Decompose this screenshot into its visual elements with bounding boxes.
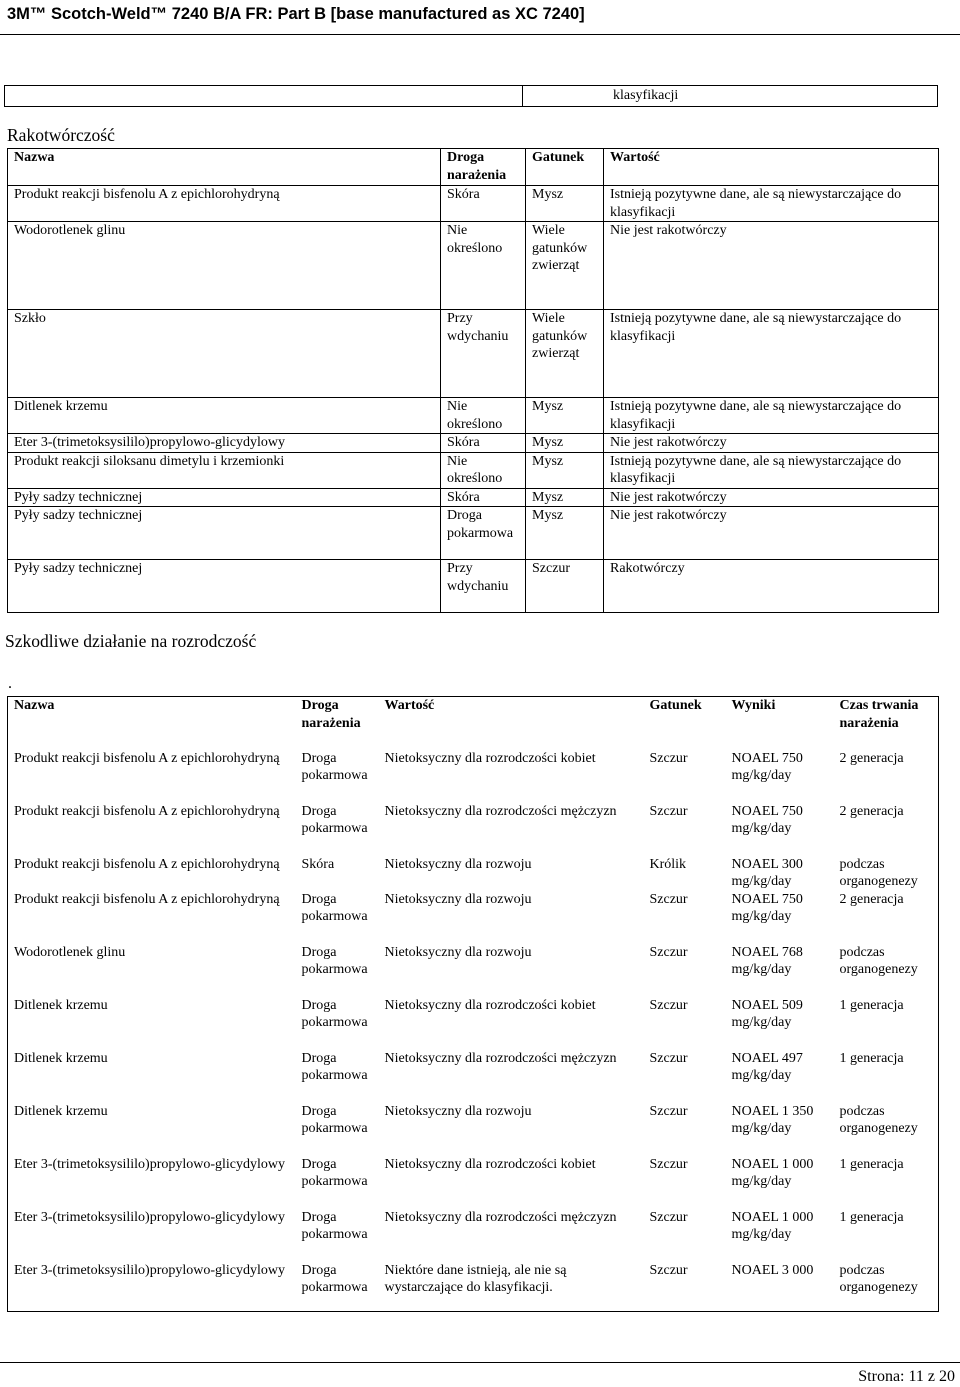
table-cell: Skóra	[441, 488, 526, 507]
table-cell: Nie jest rakotwórczy	[604, 488, 939, 507]
table-cell: Eter 3-(trimetoksysililo)propylowo-glicydylowy	[14, 1262, 286, 1278]
table-cell: Nietoksyczny dla rozrodczości mężczyzn	[384, 1050, 617, 1066]
table-row	[8, 997, 939, 1050]
table-cell: Produkt reakcji bisfenolu A z epichlorohydryną	[14, 750, 280, 766]
table-cell: Eter 3-(trimetoksysililo)propylowo-glicydylowy	[14, 1156, 286, 1172]
table-cell: Nietoksyczny dla rozwoju	[384, 856, 532, 872]
table-row	[8, 944, 939, 997]
table-cell: NOAEL 1 000 mg/kg/day	[731, 1156, 814, 1189]
table-row	[8, 398, 939, 434]
table-row	[8, 488, 939, 507]
table-cell: Przy wdychaniu	[441, 560, 526, 613]
table-row	[8, 1209, 939, 1262]
table-cell: Produkt reakcji siloksanu dimetylu i krzemionki	[8, 452, 441, 488]
table-cell: Droga pokarmowa	[301, 997, 368, 1030]
table-cell: podczas organogenezy	[839, 944, 918, 977]
table-cell: Przy wdychaniu	[441, 310, 526, 398]
table-cell: Eter 3-(trimetoksysililo)propylowo-glicydylowy	[8, 434, 441, 453]
previous-table-fragment	[4, 85, 938, 107]
table-cell: Istnieją pozytywne dane, ale są niewystarczające do klasyfikacji	[604, 186, 939, 222]
table-cell: Szkło	[8, 310, 441, 398]
table-cell: podczas organogenezy	[839, 1262, 918, 1295]
table-cell: Produkt reakcji bisfenolu A z epichlorohydryną	[8, 186, 441, 222]
table-cell: NOAEL 750 mg/kg/day	[731, 891, 803, 924]
table-cell: Pyły sadzy technicznej	[8, 560, 441, 613]
table-cell: Niektóre dane istnieją, ale nie są wystarczające do klasyfikacji.	[384, 1262, 567, 1295]
table-cell: Droga pokarmowa	[301, 891, 368, 924]
table-cell: Droga pokarmowa	[301, 1262, 368, 1295]
table-cell: Szczur	[649, 891, 688, 907]
table-row	[8, 1262, 939, 1312]
carcinogenicity-table	[7, 148, 939, 613]
column-header: Wartość	[604, 149, 939, 186]
table-cell: Szczur	[649, 997, 688, 1013]
table-row	[8, 560, 939, 613]
table-row	[8, 186, 939, 222]
table-row	[8, 434, 939, 453]
table-cell: Nie określono	[441, 222, 526, 310]
table-cell: Rakotwórczy	[604, 560, 939, 613]
table-cell: Mysz	[526, 398, 604, 434]
table-cell: podczas organogenezy	[839, 1103, 918, 1136]
reproductive-heading: Szkodliwe działanie na rozrodczość	[5, 631, 257, 651]
table-row	[8, 452, 939, 488]
table-cell: NOAEL 3 000	[731, 1262, 814, 1278]
table-row	[8, 891, 939, 944]
table-cell: Droga pokarmowa	[301, 944, 368, 977]
table-cell: Istnieją pozytywne dane, ale są niewystarczające do klasyfikacji	[604, 398, 939, 434]
table-cell: 1 generacja	[839, 1050, 904, 1066]
table-cell: 1 generacja	[839, 1156, 904, 1172]
table-cell: Mysz	[526, 488, 604, 507]
table-cell: Ditlenek krzemu	[8, 398, 441, 434]
reproductive-table	[7, 696, 939, 1312]
table-cell: NOAEL 1 000 mg/kg/day	[731, 1209, 814, 1242]
table-cell: Droga pokarmowa	[301, 1103, 368, 1136]
table-cell: Szczur	[649, 1156, 688, 1172]
table-row	[8, 1050, 939, 1103]
table-cell: Szczur	[526, 560, 604, 613]
table-cell: Mysz	[526, 452, 604, 488]
table-cell: 2 generacja	[839, 891, 904, 907]
table-cell: Istnieją pozytywne dane, ale są niewystarczające do klasyfikacji	[604, 310, 939, 398]
stray-dot: .	[8, 675, 12, 692]
column-header: Czas trwania narażenia	[839, 698, 919, 731]
table-cell: NOAEL 509 mg/kg/day	[731, 997, 803, 1030]
table-cell: Wiele gatunków zwierząt	[526, 222, 604, 310]
table-cell: Nie jest rakotwórczy	[604, 222, 939, 310]
column-header: Droga narażenia	[441, 149, 526, 186]
table-cell: Nietoksyczny dla rozrodczości kobiet	[384, 1156, 596, 1172]
table-cell: Nietoksyczny dla rozrodczości mężczyzn	[384, 803, 617, 819]
table-cell: Droga pokarmowa	[301, 750, 368, 783]
table-cell: Mysz	[526, 434, 604, 453]
table-cell: NOAEL 1 350 mg/kg/day	[731, 1103, 814, 1136]
table-cell: Nietoksyczny dla rozwoju	[384, 891, 532, 907]
table-cell: Nie jest rakotwórczy	[604, 507, 939, 560]
header-divider	[0, 34, 960, 35]
table-cell: Nietoksyczny dla rozwoju	[384, 944, 532, 960]
table-cell: Produkt reakcji bisfenolu A z epichlorohydryną	[14, 891, 280, 907]
table-cell: Droga pokarmowa	[441, 507, 526, 560]
table-cell: Produkt reakcji bisfenolu A z epichlorohydryną	[14, 856, 280, 872]
table-cell: NOAEL 300 mg/kg/day	[731, 856, 803, 889]
table-cell: NOAEL 750 mg/kg/day	[731, 803, 803, 836]
table-cell: 2 generacja	[839, 803, 904, 819]
table-cell: Ditlenek krzemu	[14, 1103, 108, 1119]
table-cell: Produkt reakcji bisfenolu A z epichlorohydryną	[14, 803, 280, 819]
table-cell: 2 generacja	[839, 750, 904, 766]
table-row	[8, 856, 939, 891]
table-cell: Nietoksyczny dla rozwoju	[384, 1103, 532, 1119]
table-row	[8, 1103, 939, 1156]
table-cell: Szczur	[649, 1103, 688, 1119]
column-header: Wartość	[384, 698, 435, 713]
table-cell: Szczur	[649, 944, 688, 960]
table-row	[8, 507, 939, 560]
table-cell: Nietoksyczny dla rozrodczości mężczyzn	[384, 1209, 617, 1225]
fragment-cell: klasyfikacji	[523, 86, 938, 107]
table-cell: 1 generacja	[839, 997, 904, 1013]
table-cell: NOAEL 497 mg/kg/day	[731, 1050, 803, 1083]
page-number: Strona: 11 z 20	[858, 1368, 955, 1385]
table-cell: Droga pokarmowa	[301, 803, 368, 836]
table-cell: Szczur	[649, 1050, 688, 1066]
table-row	[8, 803, 939, 856]
table-cell: NOAEL 768 mg/kg/day	[731, 944, 803, 977]
table-cell: Skóra	[441, 186, 526, 222]
table-cell: Wodorotlenek glinu	[14, 944, 126, 960]
table-cell: Wiele gatunków zwierząt	[526, 310, 604, 398]
table-cell: Szczur	[649, 803, 688, 819]
table-cell: Królik	[649, 856, 687, 872]
table-header-row	[8, 149, 939, 186]
table-cell: Szczur	[649, 1262, 688, 1278]
table-cell: Ditlenek krzemu	[14, 997, 108, 1013]
table-cell: podczas organogenezy	[839, 856, 918, 889]
table-row	[8, 310, 939, 398]
table-cell: Skóra	[441, 434, 526, 453]
table-cell: Ditlenek krzemu	[14, 1050, 108, 1066]
table-cell: Droga pokarmowa	[301, 1050, 368, 1083]
table-row	[8, 222, 939, 310]
table-cell: Nie jest rakotwórczy	[604, 434, 939, 453]
column-header: Nazwa	[8, 149, 441, 186]
column-header: Wyniki	[731, 698, 776, 713]
table-cell: Nie określono	[441, 452, 526, 488]
table-cell: Istnieją pozytywne dane, ale są niewystarczające do klasyfikacji	[604, 452, 939, 488]
table-cell: Nietoksyczny dla rozrodczości kobiet	[384, 997, 596, 1013]
column-header: Nazwa	[14, 698, 55, 713]
carcinogenicity-heading: Rakotwórczość	[7, 125, 115, 145]
table-cell: Pyły sadzy technicznej	[8, 488, 441, 507]
table-cell: Wodorotlenek glinu	[8, 222, 441, 310]
table-cell: Eter 3-(trimetoksysililo)propylowo-glicydylowy	[14, 1209, 286, 1225]
table-cell: Droga pokarmowa	[301, 1156, 368, 1189]
document-title: 3M™ Scotch-Weld™ 7240 B/A FR: Part B [base manufactured as XC 7240]	[7, 5, 585, 23]
table-cell: Droga pokarmowa	[301, 1209, 368, 1242]
table-cell: Szczur	[649, 1209, 688, 1225]
footer-divider	[0, 1362, 960, 1363]
fragment-empty-cell	[5, 86, 523, 107]
column-header: Gatunek	[526, 149, 604, 186]
table-row	[8, 750, 939, 803]
table-row	[8, 1156, 939, 1209]
table-cell: Mysz	[526, 507, 604, 560]
table-cell: Mysz	[526, 186, 604, 222]
table-header-row	[8, 697, 939, 750]
table-cell: NOAEL 750 mg/kg/day	[731, 750, 803, 783]
table-cell: Nietoksyczny dla rozrodczości kobiet	[384, 750, 596, 766]
table-cell: Skóra	[301, 856, 335, 872]
column-header: Droga narażenia	[301, 698, 361, 731]
table-cell: Pyły sadzy technicznej	[8, 507, 441, 560]
table-cell: Nie określono	[441, 398, 526, 434]
column-header: Gatunek	[649, 698, 702, 713]
table-cell: 1 generacja	[839, 1209, 904, 1225]
table-cell: Szczur	[649, 750, 688, 766]
